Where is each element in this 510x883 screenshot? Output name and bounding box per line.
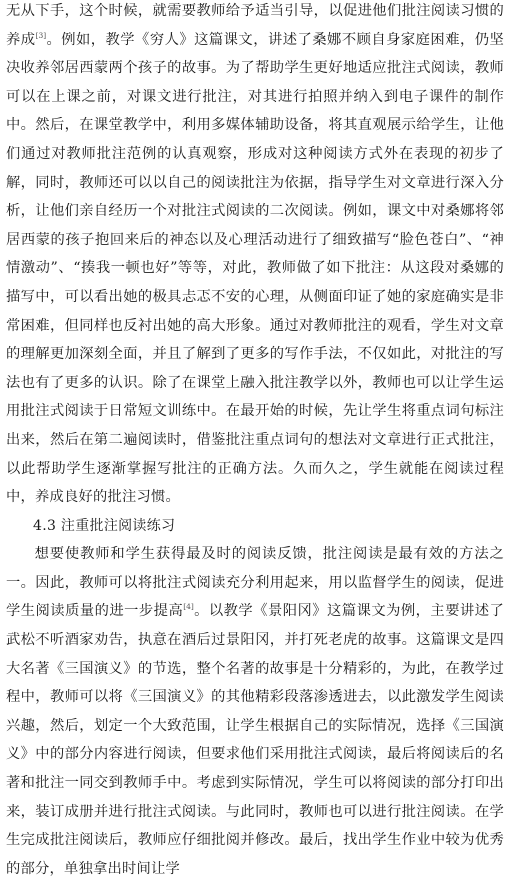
paragraph-2-text-a: 想要使教师和学生获得最及时的阅读反馈，批注阅读是最有效的方法之一。因此，教师可以将批注式阅读充分利用起来，用以监督学生的阅读，促进学生阅读质量的进一步提高	[6, 546, 504, 620]
body-paragraph-2	[0, 540, 510, 883]
paragraph-1-text-b: 。例如，教学《穷人》这篇课文，讲述了桑娜不顾自身家庭困难，仍坚决收养邻居西蒙两个孩子的故事。为了帮助学生更好地适应批注式阅读，教师可以在上课之前，对课文进行批注，对其进行拍照并纳入到电子课件的制作中。然后，在课堂教学中，利用多媒体辅助设备，将其直观展示给学生，让他们通过对教师批注范例的认真观察，形成对这种阅读方式外在表现的初步了解，同时，教师还可以以自己的阅读批注为依据，指导学生对文章进行深入分析，让他们亲自经历一个对批注式阅读的二次阅读。例如，课文中对桑娜将邻居西蒙的孩子抱回来后的神态以及心理活动进行了细致描写“脸色苍白”、“神情激动”、“揍我一顿也好”等等，对此，教师做了如下批注：从这段对桑娜的描写中，可以看出她的极具忐忑不安的心理，从侧面印证了她的家庭确实是非常困难，但同样也反衬出她的高大形象。通过对教师批注的观看，学生对文章的理解更加深刻全面，并且了解到了更多的写作手法，不仅如此，对批注的写法也有了更多的认识。除了在课堂上融入批注教学以外，教师也可以让学生运用批注式阅读于日常短文训练中。在最开始的时候，先让学生将重点词句标注出来，然后在第二遍阅读时，借鉴批注重点词句的想法对文章进行正式批注，以此帮助学生逐渐掌握写批注的正确方法。久而久之，学生就能在阅读过程中，养成良好的批注习惯。	[6, 31, 504, 506]
citation-marker-3: [3]	[35, 30, 47, 40]
citation-marker-4: [4]	[183, 602, 194, 612]
paragraph-1-text-a: 无从下手，这个时候，就需要教师给予适当引导，以促进他们批注阅读习惯的养成	[6, 3, 504, 48]
paragraph-2-text-b: 。以教学《景阳冈》这篇课文为例，主要讲述了武松不听酒家劝告，执意在酒后过景阳冈，并打死老虎的故事。这篇课文是四大名著《三国演义》的节选，整个名著的故事是十分精彩的，为此，在教学过程中，教师可以将《三国演义》的其他精彩段落渗透进去，以此激发学生阅读兴趣，然后，划定一个大致范围，让学生根据自己的实际情况，选择《三国演义》中的部分内容进行阅读，但要求他们采用批注式阅读，最后将阅读后的名著和批注一同交到教师手中。考虑到实际情况，学生可以将阅读的部分打印出来，装订成册并进行批注式阅读。与此同时，教师也可以进行批注阅读。在学生完成批注阅读后，教师应仔细批阅并修改。最后，找出学生作业中较为优秀的部分，单独拿出时间让学	[6, 603, 504, 877]
section-heading-4-3: 4.3 注重批注阅读练习	[33, 517, 176, 534]
